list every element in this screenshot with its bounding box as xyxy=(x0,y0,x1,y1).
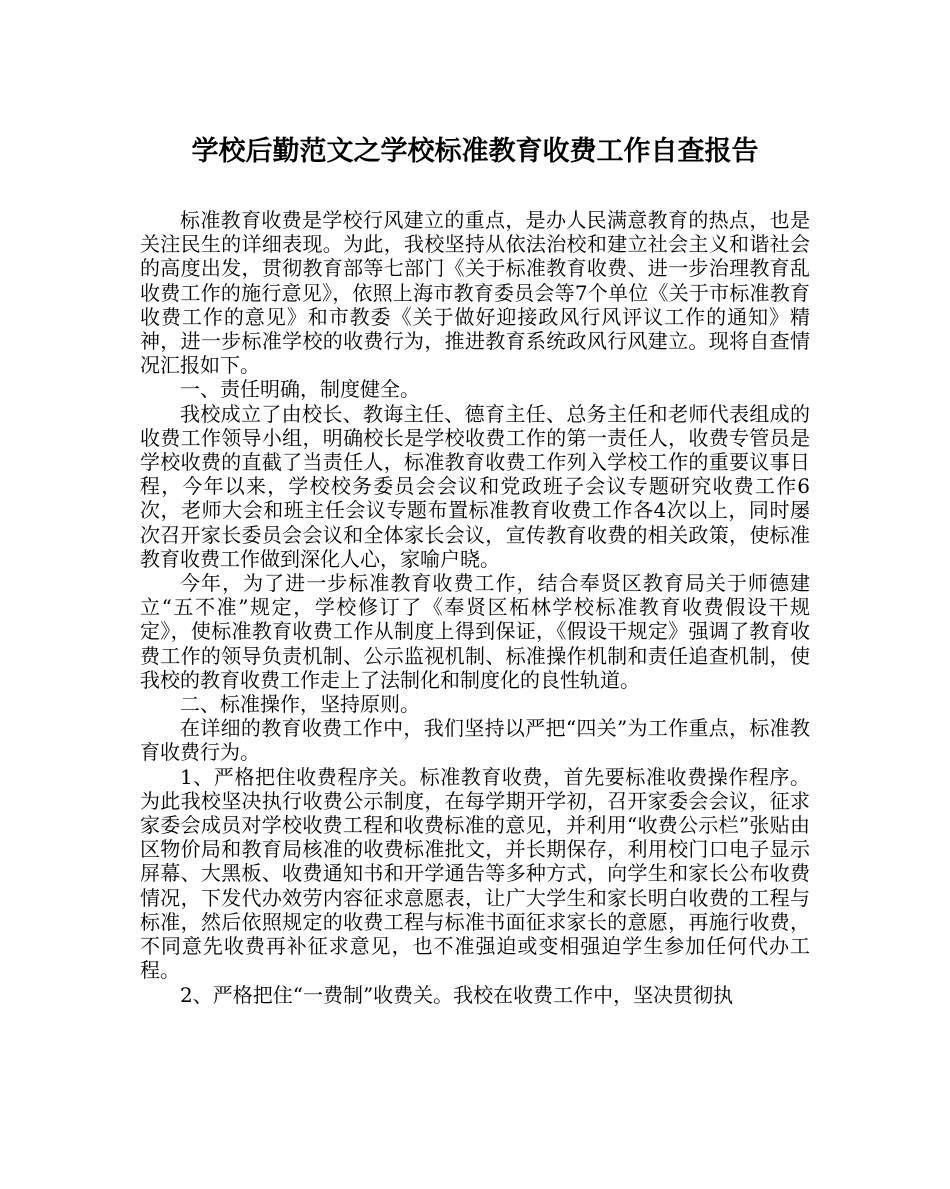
paragraph-leadership: 我校成立了由校长、教诲主任、德育主任、总务主任和老师代表组成的收费工作领导小组，明确校长是学校收费工作的第一责任人，收费专管员是学校收费的直截了当责任人，标准教育收费工作列入学校工作的重要议事日程，今年以来，学校校务委员会会议和党政班子会议专题研究收费工作6次，老师大会和班主任会议专题布置标准教育收费工作各4次以上，同时屡次召开家长委员会会议和全体家长会议，宣传教育收费的相关政策，使标准教育收费工作做到深化人心，家喻户晓。 xyxy=(140,401,810,571)
document-title: 学校后勤范文之学校标准教育收费工作自查报告 xyxy=(191,136,759,167)
paragraph-one-fee-system: 2、严格把住“一费制”收费关。我校在收费工作中，坚决贯彻执 xyxy=(180,982,734,1007)
paragraph-intro: 标准教育收费是学校行风建立的重点，是办人民满意教育的热点，也是关注民生的详细表现。为此，我校坚持从依法治校和建立社会主义和谐社会的高度出发，贯彻教育部等七部门《关于标准教育收费、进一步治理教育乱收费工作的施行意见》，依照上海市教育委员会等7个单位《关于市标准教育收费工作的意见》和市教委《关于做好迎接政风行风评议工作的通知》精神，进一步标准学校的收费行为，推进教育系统政风行风建立。现将自查情况汇报如下。 xyxy=(140,208,810,378)
document-body xyxy=(140,208,810,1007)
paragraph-procedure: 1、严格把住收费程序关。标准教育收费，首先要标准收费操作程序。为此我校坚决执行收费公示制度，在每学期开学初，召开家委会会议，征求家委会成员对学校收费工程和收费标准的意见，并利用“收费公示栏”张贴由区物价局和教育局核准的收费标准批文，并长期保存，利用校门口电子显示屏幕、大黑板、收费通知书和开学通告等多种方式，向学生和家长公布收费情况，下发代办效劳内容征求意愿表，让广大学生和家长明白收费的工程与标准，然后依照规定的收费工程与标准书面征求家长的意愿，再施行收费，不同意先收费再补征求意见，也不准强迫或变相强迫学生参加任何代办工程。 xyxy=(140,764,810,983)
paragraph-regulations: 今年，为了进一步标准教育收费工作，结合奉贤区教育局关于师德建立“五不准”规定，学校修订了《奉贤区柘林学校标准教育收费假设干规定》，使标准教育收费工作从制度上得到保证，《假设干规定》强调了教育收费工作的领导负责机制、公示监视机制、标准操作机制和责任追查机制，使我校的教育收费工作走上了法制化和制度化的良性轨道。 xyxy=(140,571,810,692)
section-heading-1: 一、责任明确，制度健全。 xyxy=(180,377,420,402)
section-heading-2: 二、标准操作，坚持原则。 xyxy=(180,692,420,717)
paragraph-four-gates: 在详细的教育收费工作中，我们坚持以严把“四关”为工作重点，标准教育收费行为。 xyxy=(140,716,810,765)
